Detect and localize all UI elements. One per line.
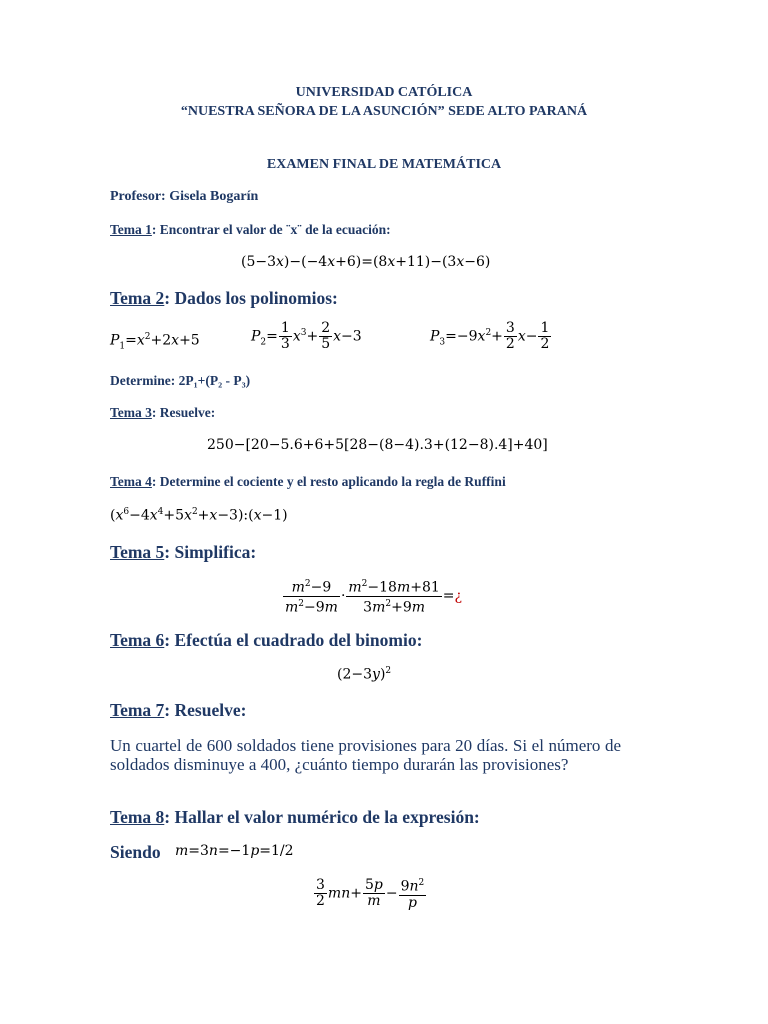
tema6-label: Tema 6 bbox=[110, 630, 165, 650]
tema3-expression: 250−[20−5.6+6+5[28−(8−4).3+(12−8).4]+40] bbox=[207, 437, 548, 453]
tema5-label: Tema 5 bbox=[110, 542, 165, 562]
tema8-expression: $\frac{3}{2}$ mn+ $\frac{5p}{m}$ − $\frac{9n^2}{p}$ bbox=[316, 876, 425, 911]
tema4-heading bbox=[110, 474, 506, 490]
tema7-text: : Resuelve: bbox=[164, 700, 247, 720]
tema1-equation: (5−3x)−(−4x+6)=(8x+11)−(3x−6) bbox=[241, 254, 491, 270]
tema3-heading bbox=[110, 405, 215, 421]
tema1-heading bbox=[110, 222, 391, 238]
tema4-division: $(x^6-4x^4+5x^2+x-3):(x-1)$ bbox=[110, 507, 288, 524]
professor-line: Profesor: Gisela Bogarín bbox=[110, 189, 259, 204]
tema5-expression: $\frac{m^2-9}{m^2-9m}$ · $\frac{m^2-18m+81}{3m^2+9m}$ =¿ bbox=[285, 579, 463, 616]
tema3-label: Tema 3 bbox=[110, 405, 152, 420]
tema8-text: : Hallar el valor numérico de la expresión: bbox=[164, 807, 480, 827]
tema6-binomial: $(2-3y)^2$ bbox=[337, 666, 392, 683]
tema3-text: : Resuelve: bbox=[151, 405, 216, 420]
tema7-label: Tema 7 bbox=[110, 700, 165, 720]
polynomial-p3: $P_3=-9x^2+$ $\frac{3}{2}$ x− $\frac{1}{2}$ bbox=[430, 320, 550, 352]
tema4-label: Tema 4 bbox=[110, 474, 152, 489]
university-name: UNIVERSIDAD CATÓLICA bbox=[295, 85, 473, 100]
tema7-heading bbox=[110, 700, 246, 721]
tema2-text: : Dados los polinomios: bbox=[164, 288, 338, 308]
tema2-heading bbox=[110, 288, 338, 309]
tema8-heading bbox=[110, 807, 480, 828]
tema2-label: Tema 2 bbox=[110, 288, 165, 308]
polynomial-p2: $P_2=$ $\frac{1}{3}$ $x^3+$ $\frac{2}{5}$ x−3 bbox=[251, 320, 362, 352]
tema6-text: : Efectúa el cuadrado del binomio: bbox=[164, 630, 423, 650]
tema6-heading bbox=[110, 630, 422, 651]
tema5-heading bbox=[110, 542, 256, 563]
tema2-determine: Determine: 2P₁+(P₂ - P₃) bbox=[110, 373, 251, 388]
tema8-label: Tema 8 bbox=[110, 807, 165, 827]
tema8-siendo: Siendo bbox=[110, 842, 161, 862]
tema5-text: : Simplifica: bbox=[164, 542, 257, 562]
tema1-label: Tema 1 bbox=[110, 222, 152, 237]
polynomial-p1: $P_1=x^2+2x+5$ bbox=[110, 332, 200, 352]
tema7-problem: Un cuartel de 600 soldados tiene provisiones para 20 días. Si el número de soldados disminuye a 400, ¿cuánto tiempo durarán las provisiones? bbox=[110, 736, 621, 774]
tema4-text: : Determine el cociente y el resto aplicando la regla de Ruffini bbox=[151, 474, 506, 489]
tema8-values: m=3n=−1p=1/2 bbox=[175, 843, 294, 859]
university-subtitle: “NUESTRA SEÑORA DE LA ASUNCIÓN” SEDE ALTO PARANÁ bbox=[180, 104, 588, 119]
exam-title: EXAMEN FINAL DE MATEMÁTICA bbox=[266, 157, 502, 172]
tema1-text: : Encontrar el valor de ¨x¨ de la ecuación: bbox=[151, 222, 391, 237]
